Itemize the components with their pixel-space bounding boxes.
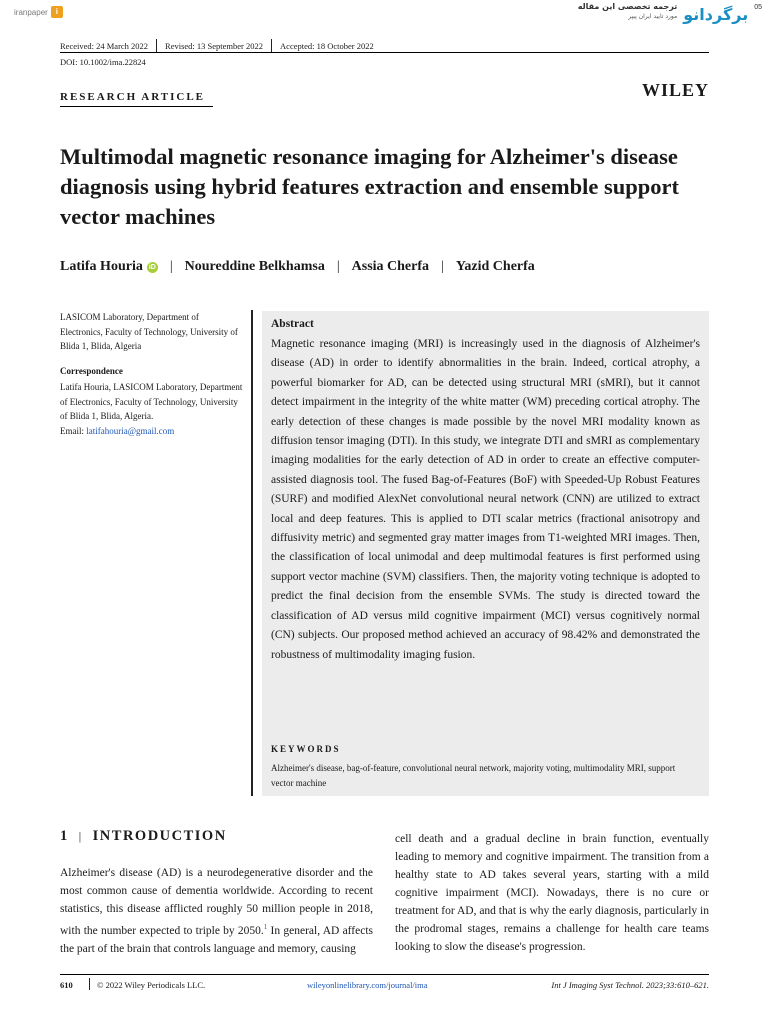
abstract-heading: Abstract bbox=[271, 318, 314, 330]
section-divider: | bbox=[78, 829, 83, 843]
translation-banner-subtitle: مورد تایید ایران پیپر bbox=[628, 13, 678, 20]
affiliation: LASICOM Laboratory, Department of Electronics, Faculty of Technology, University of Blida 1, Blida, Algeria bbox=[60, 312, 238, 351]
intro-text-b: In general, AD affects the part of the brain that controls language and memory, causing bbox=[60, 924, 374, 955]
revised-date: Revised: 13 September 2022 bbox=[165, 40, 264, 51]
bargardano-logo: برگردانو bbox=[683, 5, 749, 24]
orcid-icon[interactable]: iD bbox=[148, 263, 156, 271]
doi[interactable]: DOI: 10.1002/ima.22824 bbox=[60, 57, 146, 67]
iranpaper-icon: i bbox=[51, 6, 63, 18]
intro-column-right: cell death and a gradual decline in brain function, eventually leading to memory and cognitive impairment. The transition from a healthy state to AD takes several years, starting with a mild cognitive impairment (MCI). Nowadays, there is no cure or treatment for AD, and that is why the early diagnosis, particularly in the prodromal stages, remains a challenge for health care teams looking to slow the disease's progression. bbox=[395, 833, 709, 953]
received-date: Received: 24 March 2022 bbox=[60, 40, 149, 51]
intro-text-a: Alzheimer's disease (AD) is a neurodegenerative disorder and the most common cause of dementia worldwide. According to recent statistics, this disease afflicted roughly 50 million people in 2018, with the number expected to triple by 2050. bbox=[60, 867, 373, 937]
article-type: RESEARCH ARTICLE bbox=[60, 91, 206, 103]
header-rule bbox=[60, 52, 709, 53]
keywords-heading: KEYWORDS bbox=[271, 744, 341, 754]
section-heading bbox=[60, 828, 227, 845]
iranpaper-logo[interactable] bbox=[14, 6, 63, 18]
article-type-underline bbox=[60, 106, 213, 107]
translation-banner[interactable] bbox=[578, 2, 762, 24]
keywords-text: Alzheimer's disease, bag-of-feature, convolutional neural network, majority voting, multimodality MRI, support vector machine bbox=[271, 763, 676, 788]
footer-rule bbox=[60, 974, 709, 975]
footer-divider bbox=[89, 978, 90, 990]
copyright: © 2022 Wiley Periodicals LLC. bbox=[97, 980, 206, 990]
author-divider: | bbox=[169, 259, 173, 274]
accepted-date: Accepted: 18 October 2022 bbox=[280, 40, 374, 51]
author-list bbox=[60, 259, 535, 275]
section-number: 1 bbox=[60, 828, 69, 844]
journal-citation: Int J Imaging Syst Technol. 2023;33:610–621. bbox=[551, 980, 709, 990]
journal-url-link[interactable]: wileyonlinelibrary.com/journal/ima bbox=[307, 980, 428, 990]
publisher-logo: WILEY bbox=[641, 80, 709, 100]
article-title: Multimodal magnetic resonance imaging for Alzheimer's disease diagnosis using hybrid features extraction and ensemble support vector machines bbox=[60, 144, 680, 229]
date-divider bbox=[156, 39, 157, 52]
author-name[interactable]: Latifa Houria bbox=[60, 259, 143, 274]
page-number: 610 bbox=[60, 980, 73, 990]
article-dates bbox=[60, 39, 374, 52]
abstract-text: Magnetic resonance imaging (MRI) is increasingly used in the diagnosis of Alzheimer's disease (AD) in order to identify abnormalities in the brain. Indeed, cortical atrophy, a powerful biomarker for AD, can be detected using structural MRI (sMRI), but it cannot detect impairment in the integrity of the white matter (WM) preceding cortical atrophy. The early detection of these changes is made possible by the novel MRI modality known as diffusion tensor imaging (DTI). In this study, we integrate DTI and sMRI as complementary imaging modalities for the early detection of AD in order to create an effective computer-assisted diagnosis tool. The fused Bag-of-Features (BoF) with Speeded-Up Robust Features (SURF) and modified AlexNet convolutional neural network (CNN) are utilized to extract local and deep features. This is applied to DTI scalar metrics (fractional anisotropy and diffusivity metric) and segmented gray matter images from T1-weighted MRI images. Then, the classification of local unimodal and deep multimodal features is first performed using support vector machine (SVM) classifiers. Then, the majority voting technique is adopted to predict the final decision from the ensemble SVMs. The study is directed toward the classification of AD versus mild cognitive impairment (MCI) versus cognitively normal (CN) subjects. Our proposed method achieved an accuracy of 98.42% and demonstrated the robustness of multimodality imaging fusion. bbox=[271, 338, 700, 661]
author-name[interactable]: Assia Cherfa bbox=[351, 259, 430, 274]
iranpaper-wordmark: iranpaper bbox=[14, 7, 48, 17]
author-divider: | bbox=[441, 259, 444, 274]
translation-banner-title: ترجمه تخصصی این مقاله bbox=[577, 2, 678, 11]
correspondence-text: Latifa Houria, LASICOM Laboratory, Department of Electronics, Faculty of Technology, University of Blida 1, Blida, Algeria. bbox=[60, 382, 243, 421]
banner-tag: 05 bbox=[754, 4, 762, 11]
abstract-side-rule bbox=[251, 310, 253, 796]
email-label: Email: bbox=[60, 425, 87, 436]
correspondence-heading: Correspondence bbox=[60, 366, 123, 376]
author-divider: | bbox=[336, 259, 340, 274]
email-link[interactable]: latifahouria@gmail.com bbox=[86, 425, 175, 436]
author-name[interactable]: Yazid Cherfa bbox=[455, 259, 535, 274]
correspondence-details bbox=[60, 380, 245, 438]
date-divider bbox=[271, 39, 272, 52]
intro-column-left bbox=[60, 864, 373, 958]
author-name[interactable]: Noureddine Belkhamsa bbox=[184, 259, 325, 274]
section-title: INTRODUCTION bbox=[92, 828, 227, 844]
citation-link[interactable]: 1 bbox=[263, 923, 268, 931]
